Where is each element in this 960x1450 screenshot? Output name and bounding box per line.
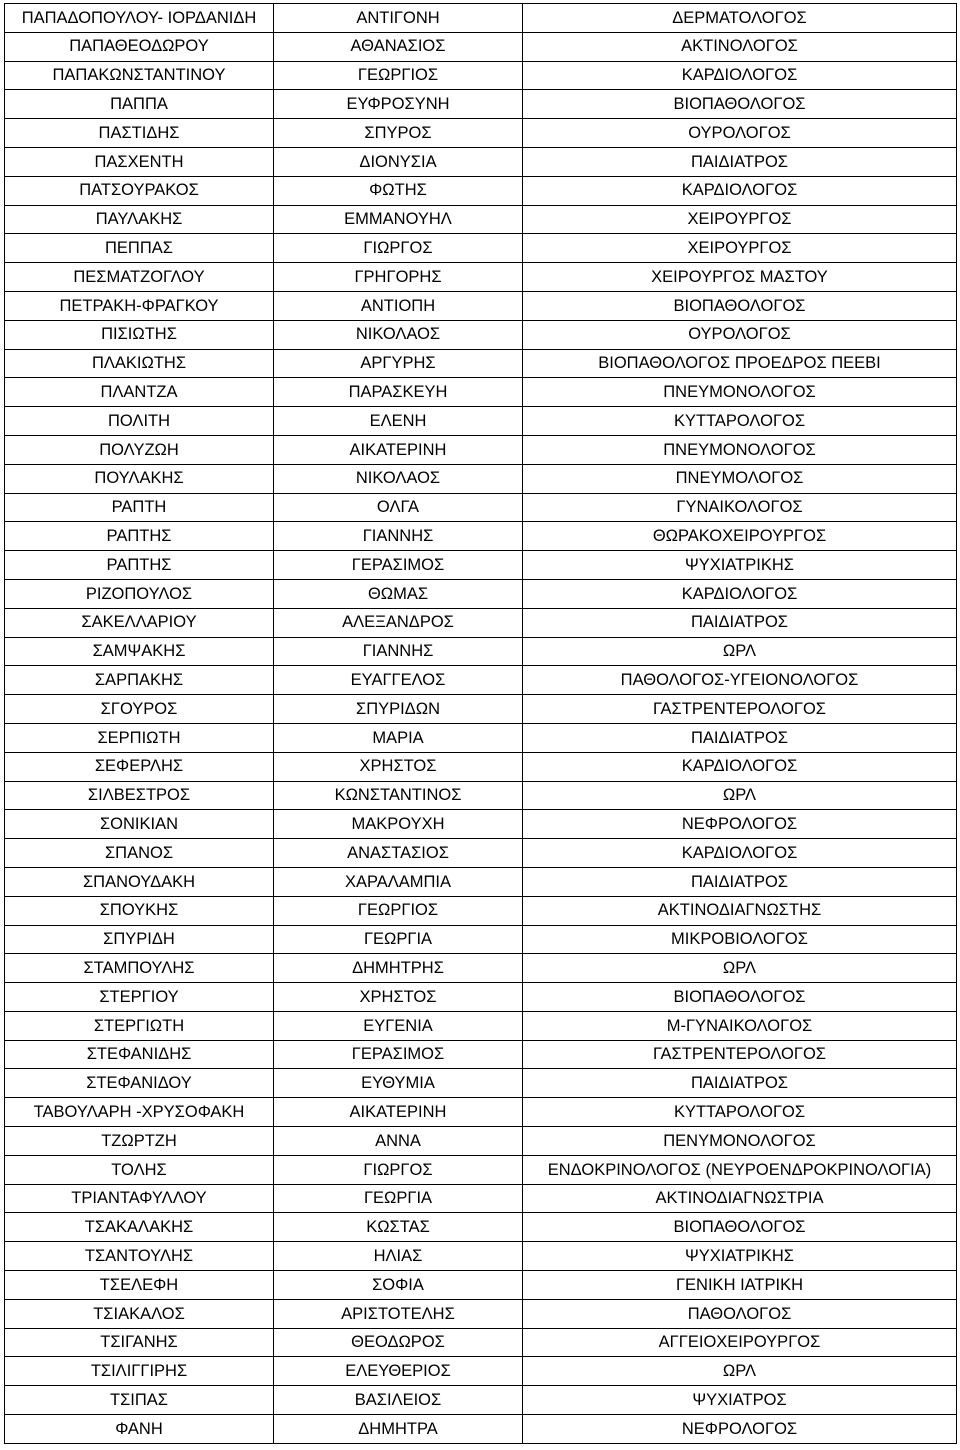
- surname-cell: ΠΙΣΙΩΤΗΣ: [5, 320, 274, 349]
- specialty-cell: ΑΓΓΕΙΟΧΕΙΡΟΥΡΓΟΣ: [523, 1328, 957, 1357]
- first-name-cell: ΓΕΡΑΣΙΜΟΣ: [274, 551, 523, 580]
- table-row: [5, 723, 957, 752]
- table-row: [5, 1213, 957, 1242]
- first-name-cell: ΑΙΚΑΤΕΡΙΝΗ: [274, 1098, 523, 1127]
- first-name-cell: ΦΩΤΗΣ: [274, 176, 523, 205]
- specialty-cell: ΠΑΙΔΙΑΤΡΟΣ: [523, 1069, 957, 1098]
- specialty-cell: ΨΥΧΙΑΤΡΙΚΗΣ: [523, 1242, 957, 1271]
- specialty-cell: ΚΑΡΔΙΟΛΟΓΟΣ: [523, 61, 957, 90]
- table-row: [5, 666, 957, 695]
- specialty-cell: ΚΥΤΤΑΡΟΛΟΓΟΣ: [523, 407, 957, 436]
- surname-cell: ΤΣΕΛΕΦΗ: [5, 1271, 274, 1300]
- first-name-cell: ΒΑΣΙΛΕΙΟΣ: [274, 1386, 523, 1415]
- table-row: [5, 1271, 957, 1300]
- specialty-cell: ΠΑΘΟΛΟΓΟΣ: [523, 1299, 957, 1328]
- specialty-cell: ΓΥΝΑΙΚΟΛΟΓΟΣ: [523, 493, 957, 522]
- table-row: [5, 1011, 957, 1040]
- first-name-cell: ΓΕΩΡΓΙΑ: [274, 1184, 523, 1213]
- first-name-cell: ΑΡΓΥΡΗΣ: [274, 349, 523, 378]
- surname-cell: ΣΤΑΜΠΟΥΛΗΣ: [5, 954, 274, 983]
- first-name-cell: ΘΕΟΔΩΡΟΣ: [274, 1328, 523, 1357]
- specialty-cell: ΚΑΡΔΙΟΛΟΓΟΣ: [523, 579, 957, 608]
- specialty-cell: ΚΑΡΔΙΟΛΟΓΟΣ: [523, 839, 957, 868]
- specialty-cell: ΕΝΔΟΚΡΙΝΟΛΟΓΟΣ (ΝΕΥΡΟΕΝΔΡΟΚΡΙΝΟΛΟΓΙΑ): [523, 1155, 957, 1184]
- first-name-cell: ΓΙΑΝΝΗΣ: [274, 522, 523, 551]
- table-row: [5, 1386, 957, 1415]
- table-row: [5, 983, 957, 1012]
- first-name-cell: ΝΙΚΟΛΑΟΣ: [274, 464, 523, 493]
- specialty-cell: ΔΕΡΜΑΤΟΛΟΓΟΣ: [523, 4, 957, 33]
- specialty-cell: Μ-ΓΥΝΑΙΚΟΛΟΓΟΣ: [523, 1011, 957, 1040]
- table-row: [5, 320, 957, 349]
- first-name-cell: ΠΑΡΑΣΚΕΥΗ: [274, 378, 523, 407]
- table-row: [5, 176, 957, 205]
- surname-cell: ΣΑΜΨΑΚΗΣ: [5, 637, 274, 666]
- specialty-cell: ΨΥΧΙΑΤΡΙΚΗΣ: [523, 551, 957, 580]
- surname-cell: ΤΑΒΟΥΛΑΡΗ -ΧΡΥΣΟΦΑΚΗ: [5, 1098, 274, 1127]
- surname-cell: ΠΕΤΡΑΚΗ-ΦΡΑΓΚΟΥ: [5, 291, 274, 320]
- first-name-cell: ΜΑΡΙΑ: [274, 723, 523, 752]
- first-name-cell: ΓΙΩΡΓΟΣ: [274, 234, 523, 263]
- table-row: [5, 781, 957, 810]
- first-name-cell: ΑΛΕΞΑΝΔΡΟΣ: [274, 608, 523, 637]
- doctors-table-body: [5, 4, 957, 1444]
- specialty-cell: ΘΩΡΑΚΟΧΕΙΡΟΥΡΓΟΣ: [523, 522, 957, 551]
- specialty-cell: ΠΑΙΔΙΑΤΡΟΣ: [523, 147, 957, 176]
- first-name-cell: ΗΛΙΑΣ: [274, 1242, 523, 1271]
- specialty-cell: ΒΙΟΠΑΘΟΛΟΓΟΣ ΠΡΟΕΔΡΟΣ ΠΕΕΒΙ: [523, 349, 957, 378]
- first-name-cell: ΑΝΑΣΤΑΣΙΟΣ: [274, 839, 523, 868]
- surname-cell: ΤΣΑΝΤΟΥΛΗΣ: [5, 1242, 274, 1271]
- table-row: [5, 1040, 957, 1069]
- specialty-cell: ΠΑΙΔΙΑΤΡΟΣ: [523, 723, 957, 752]
- first-name-cell: ΔΗΜΗΤΡΑ: [274, 1415, 523, 1444]
- table-row: [5, 608, 957, 637]
- table-row: [5, 925, 957, 954]
- specialty-cell: ΩΡΛ: [523, 954, 957, 983]
- first-name-cell: ΘΩΜΑΣ: [274, 579, 523, 608]
- surname-cell: ΠΑΠΑΚΩΝΣΤΑΝΤΙΝΟΥ: [5, 61, 274, 90]
- specialty-cell: ΒΙΟΠΑΘΟΛΟΓΟΣ: [523, 983, 957, 1012]
- first-name-cell: ΚΩΣΤΑΣ: [274, 1213, 523, 1242]
- table-row: [5, 522, 957, 551]
- first-name-cell: ΕΜΜΑΝΟΥΗΛ: [274, 205, 523, 234]
- first-name-cell: ΓΙΑΝΝΗΣ: [274, 637, 523, 666]
- first-name-cell: ΔΙΟΝΥΣΙΑ: [274, 147, 523, 176]
- first-name-cell: ΕΥΦΡΟΣΥΝΗ: [274, 90, 523, 119]
- specialty-cell: ΑΚΤΙΝΟΔΙΑΓΝΩΣΤΡΙΑ: [523, 1184, 957, 1213]
- surname-cell: ΤΣΙΑΚΑΛΟΣ: [5, 1299, 274, 1328]
- surname-cell: ΡΑΠΤΗΣ: [5, 522, 274, 551]
- first-name-cell: ΣΠΥΡΟΣ: [274, 119, 523, 148]
- surname-cell: ΠΕΠΠΑΣ: [5, 234, 274, 263]
- table-row: [5, 954, 957, 983]
- first-name-cell: ΑΘΑΝΑΣΙΟΣ: [274, 32, 523, 61]
- surname-cell: ΣΕΦΕΡΛΗΣ: [5, 752, 274, 781]
- specialty-cell: ΟΥΡΟΛΟΓΟΣ: [523, 320, 957, 349]
- first-name-cell: ΑΙΚΑΤΕΡΙΝΗ: [274, 435, 523, 464]
- first-name-cell: ΓΡΗΓΟΡΗΣ: [274, 263, 523, 292]
- specialty-cell: ΠΑΘΟΛΟΓΟΣ-ΥΓΕΙΟΝΟΛΟΓΟΣ: [523, 666, 957, 695]
- table-row: [5, 810, 957, 839]
- specialty-cell: ΠΑΙΔΙΑΤΡΟΣ: [523, 867, 957, 896]
- table-row: [5, 1242, 957, 1271]
- specialty-cell: ΚΑΡΔΙΟΛΟΓΟΣ: [523, 176, 957, 205]
- table-row: [5, 867, 957, 896]
- surname-cell: ΣΑΚΕΛΛΑΡΙΟΥ: [5, 608, 274, 637]
- first-name-cell: ΔΗΜΗΤΡΗΣ: [274, 954, 523, 983]
- table-row: [5, 61, 957, 90]
- surname-cell: ΠΑΤΣΟΥΡΑΚΟΣ: [5, 176, 274, 205]
- surname-cell: ΣΠΟΥΚΗΣ: [5, 896, 274, 925]
- table-row: [5, 4, 957, 33]
- surname-cell: ΣΠΥΡΙΔΗ: [5, 925, 274, 954]
- specialty-cell: ΑΚΤΙΝΟΛΟΓΟΣ: [523, 32, 957, 61]
- surname-cell: ΣΤΕΡΓΙΩΤΗ: [5, 1011, 274, 1040]
- specialty-cell: ΧΕΙΡΟΥΡΓΟΣ: [523, 234, 957, 263]
- specialty-cell: ΓΑΣΤΡΕΝΤΕΡΟΛΟΓΟΣ: [523, 695, 957, 724]
- table-row: [5, 147, 957, 176]
- specialty-cell: ΒΙΟΠΑΘΟΛΟΓΟΣ: [523, 1213, 957, 1242]
- surname-cell: ΠΑΠΑΘΕΟΔΩΡΟΥ: [5, 32, 274, 61]
- first-name-cell: ΑΝΤΙΟΠΗ: [274, 291, 523, 320]
- table-row: [5, 637, 957, 666]
- surname-cell: ΠΟΛΙΤΗ: [5, 407, 274, 436]
- table-row: [5, 1415, 957, 1444]
- table-row: [5, 551, 957, 580]
- surname-cell: ΠΑΥΛΑΚΗΣ: [5, 205, 274, 234]
- table-row: [5, 752, 957, 781]
- specialty-cell: ΓΑΣΤΡΕΝΤΕΡΟΛΟΓΟΣ: [523, 1040, 957, 1069]
- first-name-cell: ΧΡΗΣΤΟΣ: [274, 752, 523, 781]
- surname-cell: ΠΑΣΧΕΝΤΗ: [5, 147, 274, 176]
- surname-cell: ΣΓΟΥΡΟΣ: [5, 695, 274, 724]
- table-row: [5, 1098, 957, 1127]
- table-row: [5, 695, 957, 724]
- table-row: [5, 493, 957, 522]
- surname-cell: ΤΣΑΚΑΛΑΚΗΣ: [5, 1213, 274, 1242]
- specialty-cell: ΠΕΝΥΜΟΝΟΛΟΓΟΣ: [523, 1127, 957, 1156]
- surname-cell: ΣΙΛΒΕΣΤΡΟΣ: [5, 781, 274, 810]
- specialty-cell: ΝΕΦΡΟΛΟΓΟΣ: [523, 810, 957, 839]
- surname-cell: ΤΡΙΑΝΤΑΦΥΛΛΟΥ: [5, 1184, 274, 1213]
- first-name-cell: ΓΕΩΡΓΙΑ: [274, 925, 523, 954]
- table-row: [5, 839, 957, 868]
- surname-cell: ΣΤΕΡΓΙΟΥ: [5, 983, 274, 1012]
- table-row: [5, 1127, 957, 1156]
- table-row: [5, 407, 957, 436]
- specialty-cell: ΒΙΟΠΑΘΟΛΟΓΟΣ: [523, 90, 957, 119]
- specialty-cell: ΠΝΕΥΜΟΛΟΓΟΣ: [523, 464, 957, 493]
- surname-cell: ΠΕΣΜΑΤΖΟΓΛΟΥ: [5, 263, 274, 292]
- table-row: [5, 1357, 957, 1386]
- surname-cell: ΣΤΕΦΑΝΙΔΟΥ: [5, 1069, 274, 1098]
- specialty-cell: ΧΕΙΡΟΥΡΓΟΣ ΜΑΣΤΟΥ: [523, 263, 957, 292]
- first-name-cell: ΓΕΡΑΣΙΜΟΣ: [274, 1040, 523, 1069]
- table-row: [5, 1299, 957, 1328]
- table-row: [5, 435, 957, 464]
- specialty-cell: ΠΝΕΥΜΟΝΟΛΟΓΟΣ: [523, 378, 957, 407]
- first-name-cell: ΕΥΘΥΜΙΑ: [274, 1069, 523, 1098]
- table-row: [5, 119, 957, 148]
- first-name-cell: ΕΛΕΝΗ: [274, 407, 523, 436]
- surname-cell: ΣΠΑΝΟΣ: [5, 839, 274, 868]
- specialty-cell: ΠΑΙΔΙΑΤΡΟΣ: [523, 608, 957, 637]
- table-row: [5, 263, 957, 292]
- surname-cell: ΣΑΡΠΑΚΗΣ: [5, 666, 274, 695]
- doctors-table: [4, 3, 957, 1444]
- surname-cell: ΠΑΣΤΙΔΗΣ: [5, 119, 274, 148]
- table-row: [5, 1328, 957, 1357]
- first-name-cell: ΓΕΩΡΓΙΟΣ: [274, 896, 523, 925]
- table-row: [5, 234, 957, 263]
- specialty-cell: ΜΙΚΡΟΒΙΟΛΟΓΟΣ: [523, 925, 957, 954]
- surname-cell: ΤΟΛΗΣ: [5, 1155, 274, 1184]
- table-row: [5, 1155, 957, 1184]
- surname-cell: ΦΑΝΗ: [5, 1415, 274, 1444]
- surname-cell: ΠΟΛΥΖΩΗ: [5, 435, 274, 464]
- table-row: [5, 90, 957, 119]
- surname-cell: ΡΙΖΟΠΟΥΛΟΣ: [5, 579, 274, 608]
- first-name-cell: ΑΝΤΙΓΟΝΗ: [274, 4, 523, 33]
- table-row: [5, 464, 957, 493]
- first-name-cell: ΧΑΡΑΛΑΜΠΙΑ: [274, 867, 523, 896]
- surname-cell: ΡΑΠΤΗΣ: [5, 551, 274, 580]
- specialty-cell: ΧΕΙΡΟΥΡΓΟΣ: [523, 205, 957, 234]
- first-name-cell: ΑΝΝΑ: [274, 1127, 523, 1156]
- surname-cell: ΤΖΩΡΤΖΗ: [5, 1127, 274, 1156]
- surname-cell: ΣΟΝΙΚΙΑΝ: [5, 810, 274, 839]
- surname-cell: ΣΕΡΠΙΩΤΗ: [5, 723, 274, 752]
- first-name-cell: ΓΕΩΡΓΙΟΣ: [274, 61, 523, 90]
- specialty-cell: ΚΥΤΤΑΡΟΛΟΓΟΣ: [523, 1098, 957, 1127]
- surname-cell: ΡΑΠΤΗ: [5, 493, 274, 522]
- table-row: [5, 205, 957, 234]
- specialty-cell: ΑΚΤΙΝΟΔΙΑΓΝΩΣΤΗΣ: [523, 896, 957, 925]
- specialty-cell: ΓΕΝΙΚΗ ΙΑΤΡΙΚΗ: [523, 1271, 957, 1300]
- surname-cell: ΣΠΑΝΟΥΔΑΚΗ: [5, 867, 274, 896]
- table-row: [5, 896, 957, 925]
- first-name-cell: ΜΑΚΡΟΥΧΗ: [274, 810, 523, 839]
- first-name-cell: ΟΛΓΑ: [274, 493, 523, 522]
- first-name-cell: ΓΙΩΡΓΟΣ: [274, 1155, 523, 1184]
- table-row: [5, 32, 957, 61]
- first-name-cell: ΑΡΙΣΤΟΤΕΛΗΣ: [274, 1299, 523, 1328]
- surname-cell: ΠΛΑΝΤΖΑ: [5, 378, 274, 407]
- first-name-cell: ΕΥΑΓΓΕΛΟΣ: [274, 666, 523, 695]
- surname-cell: ΠΟΥΛΑΚΗΣ: [5, 464, 274, 493]
- specialty-cell: ΚΑΡΔΙΟΛΟΓΟΣ: [523, 752, 957, 781]
- specialty-cell: ΒΙΟΠΑΘΟΛΟΓΟΣ: [523, 291, 957, 320]
- table-row: [5, 1184, 957, 1213]
- surname-cell: ΤΣΙΛΙΓΓΙΡΗΣ: [5, 1357, 274, 1386]
- first-name-cell: ΝΙΚΟΛΑΟΣ: [274, 320, 523, 349]
- specialty-cell: ΟΥΡΟΛΟΓΟΣ: [523, 119, 957, 148]
- first-name-cell: ΣΠΥΡΙΔΩΝ: [274, 695, 523, 724]
- surname-cell: ΠΑΠΠΑ: [5, 90, 274, 119]
- surname-cell: ΣΤΕΦΑΝΙΔΗΣ: [5, 1040, 274, 1069]
- first-name-cell: ΧΡΗΣΤΟΣ: [274, 983, 523, 1012]
- specialty-cell: ΩΡΛ: [523, 637, 957, 666]
- specialty-cell: ΝΕΦΡΟΛΟΓΟΣ: [523, 1415, 957, 1444]
- table-row: [5, 349, 957, 378]
- surname-cell: ΠΑΠΑΔΟΠΟΥΛΟΥ- ΙΟΡΔΑΝΙΔΗ: [5, 4, 274, 33]
- table-row: [5, 1069, 957, 1098]
- first-name-cell: ΣΟΦΙΑ: [274, 1271, 523, 1300]
- specialty-cell: ΨΥΧΙΑΤΡΟΣ: [523, 1386, 957, 1415]
- specialty-cell: ΩΡΛ: [523, 1357, 957, 1386]
- table-row: [5, 378, 957, 407]
- surname-cell: ΠΛΑΚΙΩΤΗΣ: [5, 349, 274, 378]
- first-name-cell: ΕΥΓΕΝΙΑ: [274, 1011, 523, 1040]
- table-row: [5, 291, 957, 320]
- surname-cell: ΤΣΙΠΑΣ: [5, 1386, 274, 1415]
- surname-cell: ΤΣΙΓΑΝΗΣ: [5, 1328, 274, 1357]
- first-name-cell: ΕΛΕΥΘΕΡΙΟΣ: [274, 1357, 523, 1386]
- specialty-cell: ΠΝΕΥΜΟΝΟΛΟΓΟΣ: [523, 435, 957, 464]
- table-row: [5, 579, 957, 608]
- specialty-cell: ΩΡΛ: [523, 781, 957, 810]
- first-name-cell: ΚΩΝΣΤΑΝΤΙΝΟΣ: [274, 781, 523, 810]
